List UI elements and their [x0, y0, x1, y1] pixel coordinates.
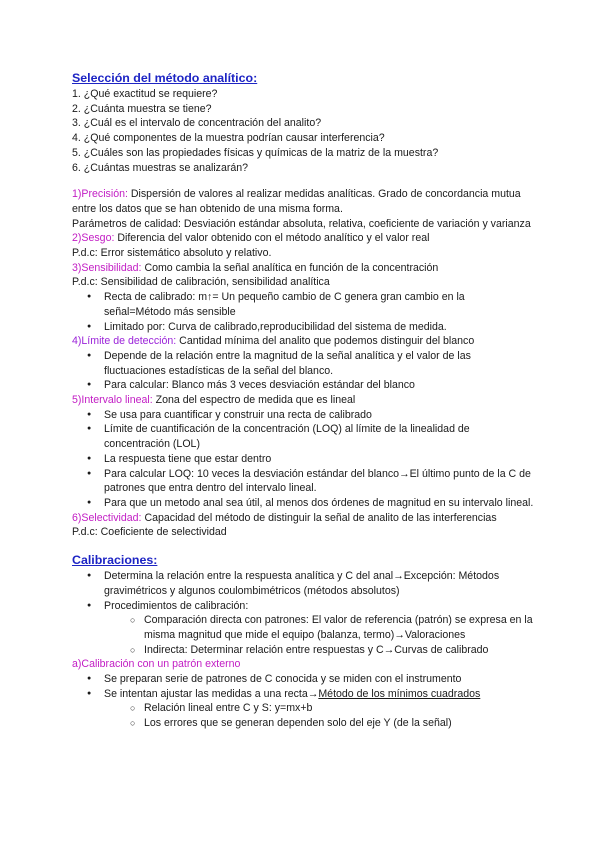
- intervalo-text: Zona del espectro de medida que es lineal: [152, 394, 356, 407]
- patron-externo-list: [72, 672, 534, 701]
- section-title-calibraciones: Calibraciones:: [72, 553, 158, 568]
- list-item: ● Depende de la relación entre la magnitud de la señal analítica y el valor de las fluctuaciones estadísticas de la señal del blanco.: [72, 349, 534, 378]
- list-item: ● Límite de cuantificación de la concentración (LOQ) al límite de la linealidad de concentración (LOL): [72, 422, 534, 451]
- document-page: [72, 70, 534, 731]
- question-5: 5. ¿Cuáles son las propiedades físicas y químicas de la matriz de la muestra?: [72, 146, 439, 159]
- list-item: ● Se preparan serie de patrones de C conocida y se miden con el instrumento: [72, 672, 534, 687]
- precision-text: Dispersión de valores al realizar medidas analíticas. Grado de concordancia mutua entre los datos que se han obtenido de una misma forma.: [72, 188, 521, 215]
- list-item: ○ Comparación directa con patrones: El valor de referencia (patrón) se expresa en la misma magnitud que mide el equipo (balanza, termo)→Valoraciones: [72, 613, 534, 642]
- section-title-seleccion: Selección del método analítico:: [72, 71, 258, 85]
- sesgo-pdc: P.d.c: Error sistemático absoluto y relativo.: [72, 247, 272, 260]
- intervalo-definition: [72, 393, 534, 408]
- limite-text: Cantidad mínima del analito que podemos distinguir del blanco: [176, 335, 475, 348]
- sensibilidad-label: 3)Sensibilidad:: [72, 261, 142, 274]
- precision-label: 1)Precisión:: [72, 188, 128, 201]
- intervalo-list: [72, 408, 534, 511]
- calibraciones-sublist: [72, 613, 534, 657]
- question-1: 1. ¿Qué exactitud se requiere?: [72, 88, 218, 100]
- list-item: ● Recta de calibrado: m↑= Un pequeño cambio de C genera gran cambio en la señal=Método más sensible: [72, 290, 534, 319]
- sesgo-text: Diferencia del valor obtenido con el método analítico y el valor real: [114, 232, 430, 245]
- minimos-cuadrados-underlined: Método de los mínimos cuadrados: [318, 687, 481, 700]
- list-item: ● Limitado por: Curva de calibrado,reproducibilidad del sistema de medida.: [72, 320, 534, 335]
- list-item: ● Para calcular: Blanco más 3 veces desviación estándar del blanco: [72, 378, 534, 393]
- list-item: [72, 687, 534, 702]
- limite-label: 4)Límite de detección:: [72, 335, 177, 348]
- limite-definition: [72, 334, 534, 349]
- list-item-text: Se intentan ajustar las medidas a una recta→: [104, 687, 319, 700]
- precision-definition: [72, 187, 534, 216]
- calibraciones-list: [72, 569, 534, 613]
- list-item: ○ Indirecta: Determinar relación entre respuestas y C→Curvas de calibrado: [72, 643, 534, 658]
- sensibilidad-definition: [72, 261, 534, 276]
- list-item: ● Se usa para cuantificar y construir una recta de calibrado: [72, 408, 534, 423]
- list-item: ● Para calcular LOQ: 10 veces la desviación estándar del blanco→El último punto de la C de patrones que entra dentro del intervalo lineal.: [72, 467, 534, 496]
- sesgo-label: 2)Sesgo:: [72, 232, 115, 245]
- list-item: ○ Relación lineal entre C y S: y=mx+b: [72, 701, 534, 716]
- limite-list: [72, 349, 534, 393]
- list-item: ● Para que un metodo anal sea útil, al menos dos órdenes de magnitud en su intervalo lineal.: [72, 496, 534, 511]
- selectividad-definition: [72, 511, 534, 526]
- question-2: 2. ¿Cuánta muestra se tiene?: [72, 102, 212, 115]
- question-4: 4. ¿Qué componentes de la muestra podrían causar interferencia?: [72, 132, 385, 145]
- selectividad-label: 6)Selectividad:: [72, 511, 142, 524]
- list-item: ● Procedimientos de calibración:: [72, 599, 534, 614]
- patron-externo-sublist: [72, 701, 534, 730]
- sensibilidad-list: [72, 290, 534, 334]
- intervalo-label: 5)Intervalo lineal:: [72, 394, 153, 407]
- selectividad-text: Capacidad del método de distinguir la señal de analito de las interferencias: [141, 511, 497, 524]
- precision-pdc: Parámetros de calidad: Desviación estándar absoluta, relativa, coeficiente de variación y varianza: [72, 217, 531, 230]
- sensibilidad-text: Como cambia la señal analítica en función de la concentración: [141, 261, 439, 274]
- question-6: 6. ¿Cuántas muestras se analizarán?: [72, 161, 249, 174]
- question-3: 3. ¿Cuál es el intervalo de concentración del analito?: [72, 117, 322, 130]
- list-item: ○ Los errores que se generan dependen solo del eje Y (de la señal): [72, 716, 534, 731]
- list-item: ● La respuesta tiene que estar dentro: [72, 452, 534, 467]
- selectividad-pdc: P.d.c: Coeficiente de selectividad: [72, 526, 227, 539]
- sesgo-definition: [72, 231, 534, 246]
- patron-externo-heading: a)Calibración con un patrón externo: [72, 658, 241, 671]
- sensibilidad-pdc: P.d.c: Sensibilidad de calibración, sensibilidad analítica: [72, 276, 330, 289]
- list-item: ● Determina la relación entre la respuesta analítica y C del anal→Excepción: Métodos gravimétricos y algunos coulombimétricos (métodos absolutos): [72, 569, 534, 598]
